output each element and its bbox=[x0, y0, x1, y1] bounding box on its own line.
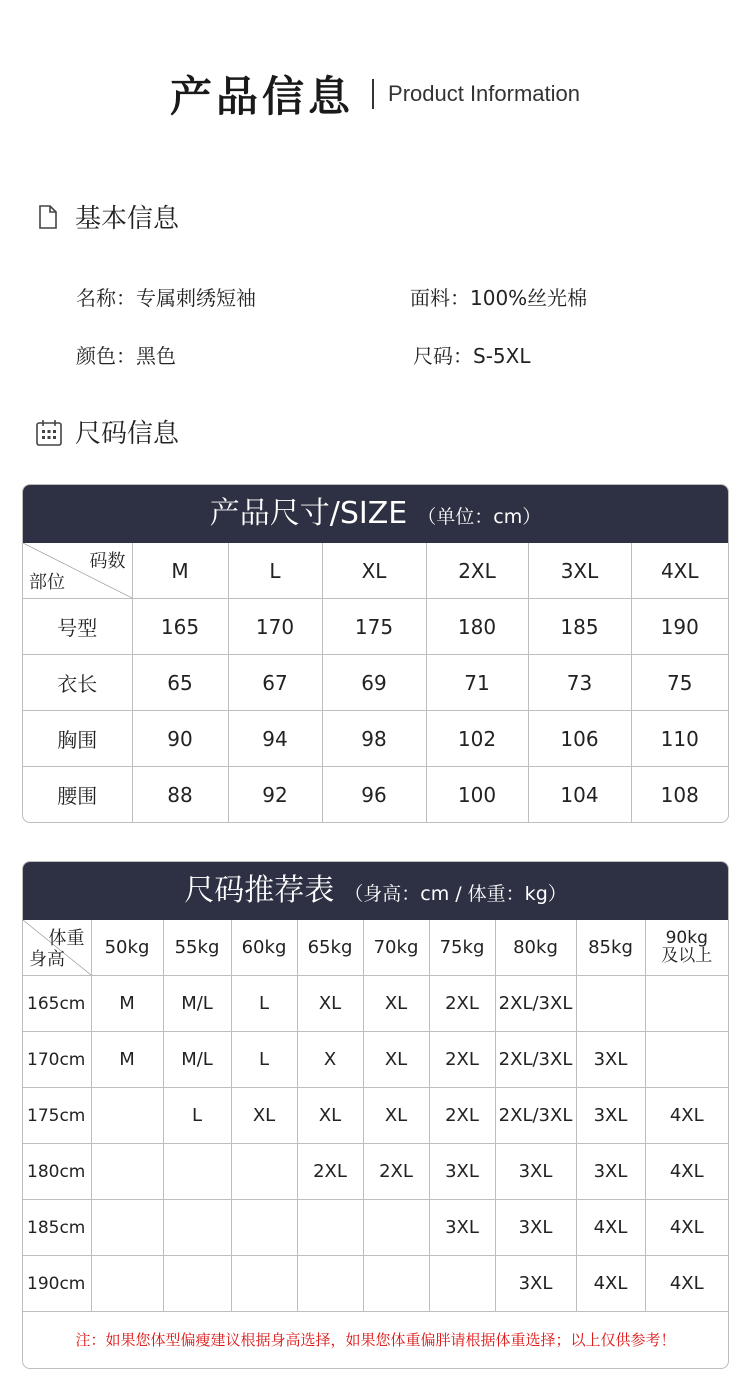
recommend-table-row bbox=[23, 1256, 728, 1312]
size-info-heading bbox=[35, 413, 179, 450]
size-column-header: 4XL bbox=[631, 543, 728, 599]
weight-column-header bbox=[645, 920, 728, 976]
size-cell: 94 bbox=[228, 711, 322, 767]
recommend-cell: XL bbox=[231, 1088, 297, 1144]
weight-column-header: 60kg bbox=[231, 920, 297, 976]
recommend-cell bbox=[91, 1256, 163, 1312]
size-cell: 175 bbox=[322, 599, 426, 655]
info-name: 名称：专属刺绣短袖 bbox=[76, 286, 256, 310]
recommend-table-header bbox=[23, 862, 728, 920]
recommend-table-row bbox=[23, 976, 728, 1032]
size-cell: 165 bbox=[132, 599, 228, 655]
height-row-label: 190cm bbox=[23, 1256, 91, 1312]
size-column-header: L bbox=[228, 543, 322, 599]
recommend-table-row bbox=[23, 1088, 728, 1144]
recommend-table-header-row bbox=[23, 920, 728, 976]
recommend-cell bbox=[91, 1088, 163, 1144]
size-cell: 180 bbox=[426, 599, 528, 655]
recommend-cell: 3XL bbox=[495, 1256, 576, 1312]
recommend-cell: 2XL/3XL bbox=[495, 976, 576, 1032]
size-row-label: 腰围 bbox=[23, 767, 132, 823]
weight-column-header: 55kg bbox=[163, 920, 231, 976]
recommend-cell: 3XL bbox=[429, 1200, 495, 1256]
size-table-row bbox=[23, 655, 728, 711]
calendar-icon bbox=[35, 419, 61, 445]
size-cell: 75 bbox=[631, 655, 728, 711]
recommend-table-unit: （身高：cm / 体重：kg） bbox=[344, 883, 567, 905]
recommend-cell bbox=[91, 1200, 163, 1256]
size-cell: 98 bbox=[322, 711, 426, 767]
height-row-label: 180cm bbox=[23, 1144, 91, 1200]
recommend-cell bbox=[163, 1200, 231, 1256]
size-cell: 102 bbox=[426, 711, 528, 767]
recommend-cell: 2XL bbox=[429, 1032, 495, 1088]
size-cell: 90 bbox=[132, 711, 228, 767]
recommend-table bbox=[23, 920, 728, 1311]
recommend-cell: 2XL/3XL bbox=[495, 1032, 576, 1088]
recommend-cell: M bbox=[91, 1032, 163, 1088]
size-recommend-card bbox=[22, 861, 729, 1369]
corner-label-size: 码数 bbox=[89, 551, 126, 572]
size-cell: 73 bbox=[528, 655, 631, 711]
page-title: 产品信息 bbox=[170, 72, 355, 121]
recommend-cell: 2XL/3XL bbox=[495, 1088, 576, 1144]
size-row-label: 胸围 bbox=[23, 711, 132, 767]
recommend-cell bbox=[231, 1144, 297, 1200]
size-table-title: 产品尺寸/SIZE bbox=[209, 496, 408, 531]
recommend-cell: XL bbox=[363, 1088, 429, 1144]
weight-column-header: 80kg bbox=[495, 920, 576, 976]
recommend-cell: 4XL bbox=[645, 1200, 728, 1256]
page-header bbox=[0, 64, 750, 124]
recommend-cell: L bbox=[231, 976, 297, 1032]
size-cell: 65 bbox=[132, 655, 228, 711]
recommend-cell bbox=[363, 1200, 429, 1256]
recommend-cell: 4XL bbox=[645, 1144, 728, 1200]
recommend-cell bbox=[576, 976, 645, 1032]
recommend-cell: XL bbox=[363, 1032, 429, 1088]
recommend-cell bbox=[231, 1200, 297, 1256]
size-table-header-row bbox=[23, 543, 728, 599]
basic-info-title: 基本信息 bbox=[75, 204, 180, 234]
recommend-cell bbox=[231, 1256, 297, 1312]
size-cell: 71 bbox=[426, 655, 528, 711]
title-divider bbox=[372, 79, 374, 109]
size-cell: 100 bbox=[426, 767, 528, 823]
recommend-cell: M/L bbox=[163, 1032, 231, 1088]
size-cell: 104 bbox=[528, 767, 631, 823]
size-cell: 88 bbox=[132, 767, 228, 823]
size-cell: 92 bbox=[228, 767, 322, 823]
size-table-corner bbox=[23, 543, 132, 599]
info-color: 颜色：黑色 bbox=[76, 344, 176, 368]
recommend-note: 注：如果您体型偏瘦建议根据身高选择，如果您体重偏胖请根据体重选择；以上仅供参考！ bbox=[23, 1311, 728, 1368]
corner-label-height: 身高 bbox=[29, 949, 65, 970]
recommend-cell bbox=[163, 1256, 231, 1312]
size-table-row bbox=[23, 767, 728, 823]
recommend-cell: 2XL bbox=[363, 1144, 429, 1200]
size-column-header: 2XL bbox=[426, 543, 528, 599]
recommend-cell: 4XL bbox=[576, 1200, 645, 1256]
recommend-cell bbox=[363, 1256, 429, 1312]
basic-info-heading bbox=[35, 198, 179, 235]
recommend-cell: 3XL bbox=[576, 1088, 645, 1144]
size-table-card bbox=[22, 484, 729, 823]
weight-column-header: 85kg bbox=[576, 920, 645, 976]
corner-label-weight: 体重 bbox=[48, 928, 85, 949]
recommend-cell: L bbox=[163, 1088, 231, 1144]
recommend-cell: XL bbox=[297, 1088, 363, 1144]
weight-column-header: 70kg bbox=[363, 920, 429, 976]
size-table-header bbox=[23, 485, 728, 543]
recommend-cell bbox=[91, 1144, 163, 1200]
size-cell: 69 bbox=[322, 655, 426, 711]
weight-column-header: 75kg bbox=[429, 920, 495, 976]
recommend-cell: 4XL bbox=[576, 1256, 645, 1312]
document-icon bbox=[35, 204, 61, 230]
height-row-label: 175cm bbox=[23, 1088, 91, 1144]
size-table bbox=[23, 543, 728, 822]
weight-column-label: 90kg 及以上 bbox=[661, 928, 713, 966]
size-cell: 170 bbox=[228, 599, 322, 655]
size-column-header: M bbox=[132, 543, 228, 599]
size-table-row bbox=[23, 711, 728, 767]
recommend-cell bbox=[645, 976, 728, 1032]
size-cell: 106 bbox=[528, 711, 631, 767]
size-cell: 190 bbox=[631, 599, 728, 655]
recommend-cell: M bbox=[91, 976, 163, 1032]
recommend-cell: 2XL bbox=[429, 976, 495, 1032]
size-table-row bbox=[23, 599, 728, 655]
recommend-cell bbox=[645, 1032, 728, 1088]
size-cell: 110 bbox=[631, 711, 728, 767]
recommend-cell: L bbox=[231, 1032, 297, 1088]
corner-label-part: 部位 bbox=[29, 572, 65, 593]
recommend-cell: 2XL bbox=[297, 1144, 363, 1200]
recommend-cell: XL bbox=[363, 976, 429, 1032]
recommend-cell: M/L bbox=[163, 976, 231, 1032]
size-table-unit: （单位：cm） bbox=[417, 506, 542, 528]
weight-column-header: 65kg bbox=[297, 920, 363, 976]
recommend-cell: 3XL bbox=[576, 1032, 645, 1088]
size-row-label: 衣长 bbox=[23, 655, 132, 711]
page-subtitle: Product Information bbox=[388, 81, 580, 106]
recommend-table-corner bbox=[23, 920, 91, 976]
size-row-label: 号型 bbox=[23, 599, 132, 655]
recommend-cell: 4XL bbox=[645, 1088, 728, 1144]
recommend-table-row bbox=[23, 1032, 728, 1088]
recommend-cell bbox=[297, 1256, 363, 1312]
recommend-cell: 3XL bbox=[495, 1144, 576, 1200]
size-cell: 67 bbox=[228, 655, 322, 711]
weight-column-header: 50kg bbox=[91, 920, 163, 976]
recommend-cell: 3XL bbox=[429, 1144, 495, 1200]
recommend-cell bbox=[429, 1256, 495, 1312]
size-info-title: 尺码信息 bbox=[75, 419, 180, 449]
recommend-cell: XL bbox=[297, 976, 363, 1032]
recommend-table-row bbox=[23, 1200, 728, 1256]
size-cell: 96 bbox=[322, 767, 426, 823]
recommend-cell: 3XL bbox=[495, 1200, 576, 1256]
recommend-cell: X bbox=[297, 1032, 363, 1088]
recommend-cell: 3XL bbox=[576, 1144, 645, 1200]
recommend-cell: 4XL bbox=[645, 1256, 728, 1312]
size-cell: 108 bbox=[631, 767, 728, 823]
recommend-table-title: 尺码推荐表 bbox=[184, 873, 335, 908]
info-fabric: 面料：100%丝光棉 bbox=[410, 286, 588, 310]
recommend-table-row bbox=[23, 1144, 728, 1200]
height-row-label: 165cm bbox=[23, 976, 91, 1032]
size-cell: 185 bbox=[528, 599, 631, 655]
recommend-cell: 2XL bbox=[429, 1088, 495, 1144]
size-column-header: XL bbox=[322, 543, 426, 599]
size-column-header: 3XL bbox=[528, 543, 631, 599]
recommend-cell bbox=[163, 1144, 231, 1200]
info-size-range: 尺码：S-5XL bbox=[413, 344, 531, 368]
height-row-label: 185cm bbox=[23, 1200, 91, 1256]
height-row-label: 170cm bbox=[23, 1032, 91, 1088]
recommend-cell bbox=[297, 1200, 363, 1256]
